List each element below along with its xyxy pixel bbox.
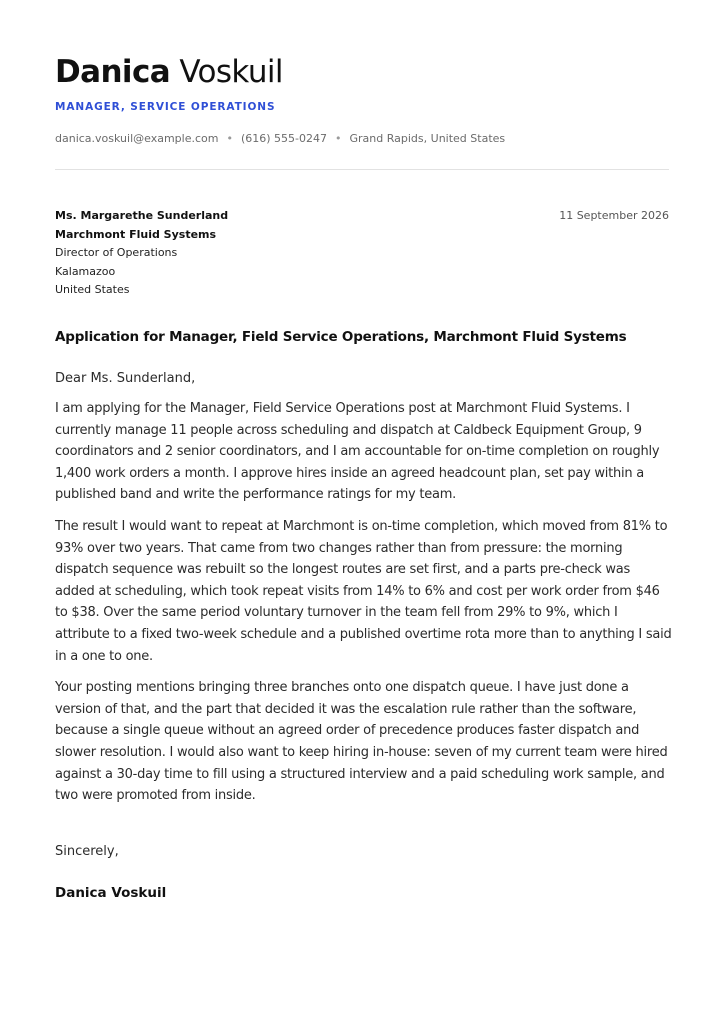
letter-subject: Application for Manager, Field Service Operations, Marchmont Fluid Systems xyxy=(55,329,627,345)
recipient-company: Marchmont Fluid Systems xyxy=(55,227,217,241)
applicant-name xyxy=(55,52,283,92)
letter-closing: Sincerely, xyxy=(55,844,119,859)
applicant-role: MANAGER, SERVICE OPERATIONS xyxy=(55,101,276,113)
contact-separator: • xyxy=(226,132,233,145)
applicant-last-name: Voskuil xyxy=(179,54,283,90)
contact-location: Grand Rapids, United States xyxy=(349,132,506,145)
contact-phone[interactable]: (616) 555-0247 xyxy=(240,132,328,145)
letter-date: 11 September 2026 xyxy=(559,209,669,222)
letter-body xyxy=(55,398,673,817)
recipient-country: United States xyxy=(55,283,130,297)
recipient-name: Ms. Margarethe Sunderland xyxy=(55,209,229,222)
contact-separator: • xyxy=(335,132,342,145)
recipient-block xyxy=(55,207,228,300)
applicant-first-name: Danica xyxy=(55,54,171,90)
recipient-city: Kalamazoo xyxy=(55,264,116,278)
body-paragraph: The result I would want to repeat at Marchmont is on-time completion, which moved from 81% to 93% over two years. That came from two changes rather than from pressure: the morning dispatch sequence was rebuilt so the longest routes are set first, and a parts pre-check was added at scheduling, which took repeat visits from 14% to 6% and cost per work order from $46 to $38. Over the same period voluntary turnover in the team fell from 29% to 9%, which I attribute to a fixed two-week schedule and a published overtime rota more than to anything I said in a one to one. xyxy=(55,518,672,664)
body-paragraph: I am applying for the Manager, Field Service Operations post at Marchmont Fluid Systems. I currently manage 11 people across scheduling and dispatch at Caldbeck Equipment Group, 9 coordinators and 2 senior coordinators, and I am accountable for on-time completion on roughly 1,400 work orders a month. I approve hires inside an agreed headcount plan, set pay within a published band and write the performance ratings for my team. xyxy=(55,401,660,503)
letter-salutation: Dear Ms. Sunderland, xyxy=(55,371,196,386)
contact-email[interactable]: danica.voskuil@example.com xyxy=(55,132,219,145)
header-divider xyxy=(55,169,669,170)
contact-line xyxy=(55,132,505,145)
body-paragraph: Your posting mentions bringing three branches onto one dispatch queue. I have just done a version of that, and the part that decided it was the escalation rule rather than the software, because a single queue without an agreed order of precedence produces faster dispatch and slower resolution. I would also want to keep hiring in-house: seven of my current team were hired against a 30-day time to fill using a structured interview and a paid scheduling work sample, and two were promoted from inside. xyxy=(55,680,668,804)
recipient-title: Director of Operations xyxy=(55,246,178,260)
letter-signature: Danica Voskuil xyxy=(55,885,167,901)
